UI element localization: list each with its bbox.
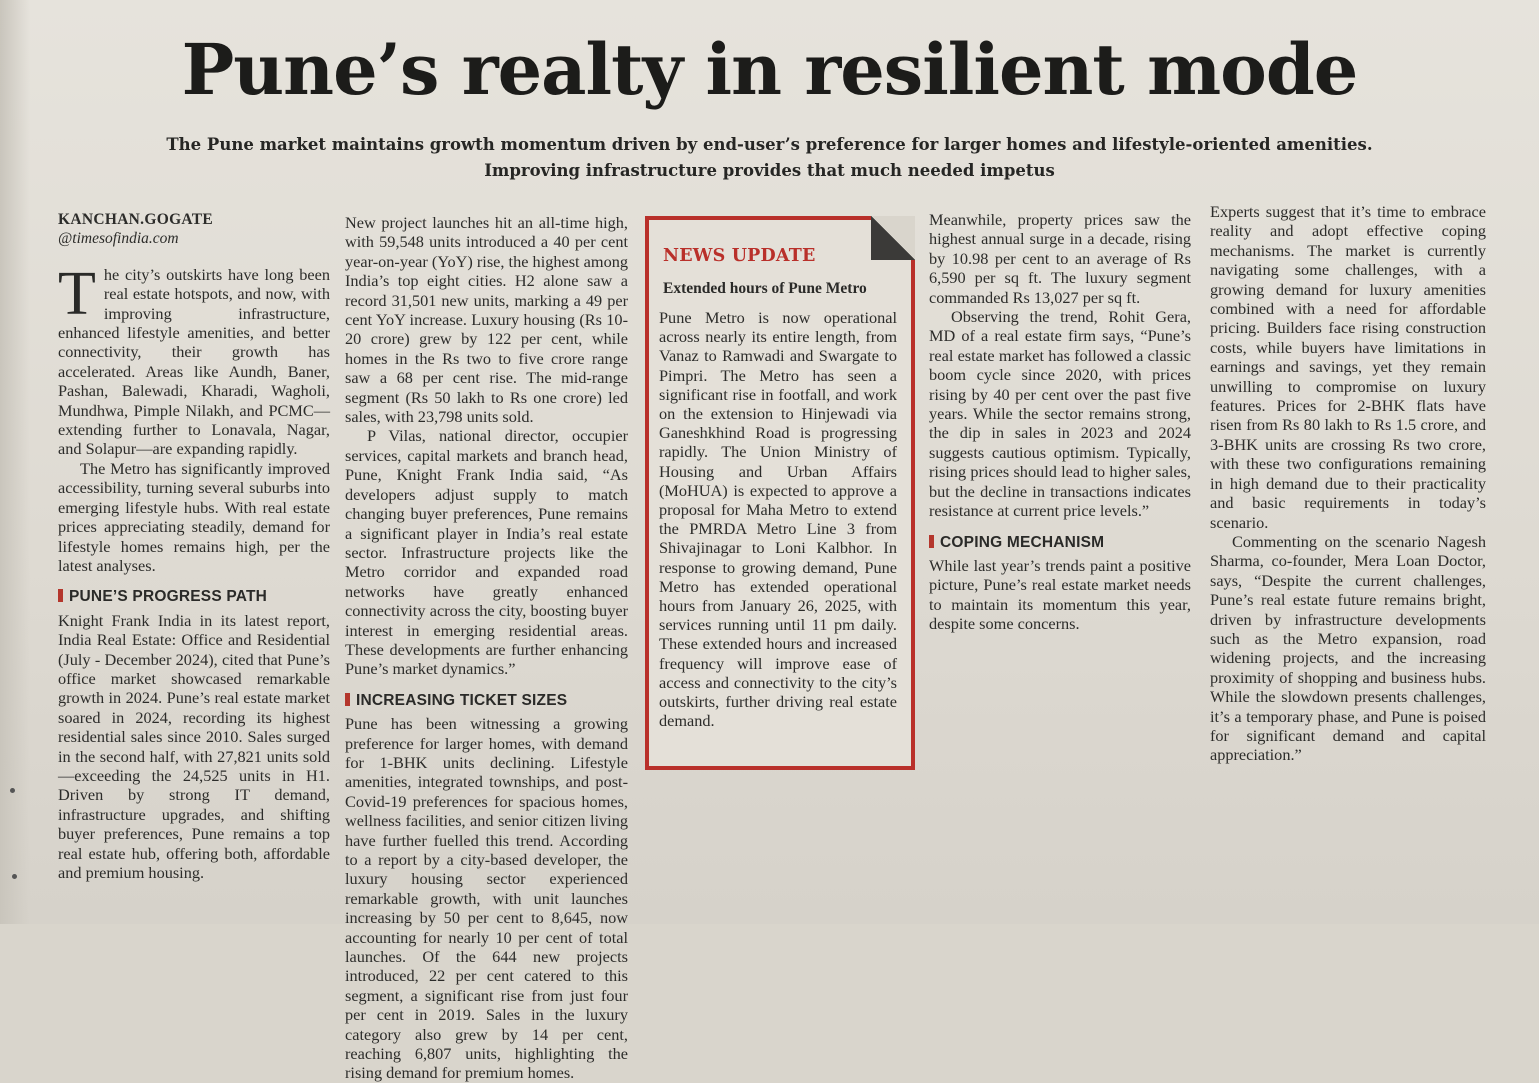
knight-frank-paragraph: Knight Frank India in its latest report, India Real Estate: Office and Residential (July - December 2024), cited that Pune’s office market showcased remarkable growth in 2024. Pune’s real estate market soared in 2024, recording its highest residential sales since 2010. Sales surged in the second half, with 27,821 units sold—exceeding the 24,525 units in H1. Driven by strong IT demand, infrastructure upgrades, and shifting buyer preferences, Pune remains a top real estate hub, offering both, affordable and premium housing. [58,610,330,882]
page-mark [12,874,17,879]
vilas-paragraph: P Vilas, national director, occupier services, capital markets and branch head, Pune, Knight Frank India said, “As developers adjust supply to match changing buyer preferences, Pune remains a significant player in India’s real estate sector. Infrastructure projects like the Metro corridor and expanded road networks have greatly enhanced connectivity across the city, boosting buyer interest in emerging residential areas. These developments are further enhancing Pune’s market dynamics.” [345,426,628,679]
launches-paragraph: New project launches hit an all-time high, with 59,548 units introduced a 40 per cent year-on-year (YoY) rise, the highest among India’s top eight cities. H2 alone saw a record 31,501 new units, marking a 49 per cent YoY increase. Luxury housing (Rs 10-20 crore) grew by 122 per cent, while homes in the Rs two to five crore range saw a 68 per cent rise. The mid-range segment (Rs 50 lakh to Rs one crore) led sales, with 23,798 units sold. [345,213,628,427]
sharma-paragraph: Commenting on the scenario Nagesh Sharma, co-founder, Mera Loan Doctor, says, “Despite the current challenges, Pune’s real estate future remains bright, driven by infrastructure developments such as the Metro expansion, road widening projects, and the increasing proximity of shopping and business hubs. While the slowdown presents challenges, it’s a temporary phase, and Pune is poised for significant demand and capital appreciation.” [1210,531,1486,765]
byline-name: KANCHAN.GOGATE [58,211,214,228]
headline: Pune’s realty in resilient mode [181,28,1358,111]
experts-paragraph: Experts suggest that it’s time to embrace reality and adopt effective coping mechanisms. The market is currently navigating some challenges, with a growing demand for luxury amenities combined with a need for affordable pricing. Builders face rising construction costs, while buyers have limitations in earnings and savings, yet they remain unwilling to compromise on luxury features. Prices for 2-BHK flats have risen from Rs 80 lakh to Rs 1.5 crore, and 3-BHK units are crossing Rs two crore, with these two configurations remaining in high demand due to their practicality and basic requirements in today’s scenario. [1210,202,1486,532]
page-mark [10,788,15,793]
drop-cap: T [58,259,96,328]
byline-email: @timesofindia.com [58,230,179,248]
subhead-progress-path-text: PUNE’S PROGRESS PATH [69,588,268,606]
intro-text: he city’s outskirts have long been real estate hotspots, and now, with improving infrastructure, enhanced lifestyle amenities, and better connectivity, their growth has accelerated. Areas like Aundh, Baner, Pashan, Balewadi, Kharadi, Wagholi, Mundhwa, Pimple Nilakh, and PCMC—extending further to Lonavala, Nagar, and Solapur—are expanding rapidly. [58,264,330,459]
subhead-coping [929,533,1191,552]
column-2 [345,213,628,1083]
subhead-ticket-sizes [345,691,628,710]
intro-paragraph [58,259,330,459]
subhead-bar-icon [58,589,63,602]
subhead-coping-text: COPING MECHANISM [940,533,1105,551]
subhead-bar-icon [345,693,350,706]
news-update-subtitle: Extended hours of Pune Metro [663,280,867,297]
subhead-progress-path [58,587,330,606]
folded-corner-icon [871,216,915,260]
deck-line-2: Improving infrastructure provides that much needed impetus [484,161,1055,180]
deck-line-1: The Pune market maintains growth momentum driven by end-user’s preference for larger homes and lifestyle-oriented amenities. [166,135,1373,154]
news-update-label: NEWS UPDATE [663,246,816,266]
subhead-bar-icon [929,535,934,548]
prices-paragraph: Meanwhile, property prices saw the highest annual surge in a decade, rising by 10.98 per cent to an average of Rs 6,590 per sq ft. The luxury segment commanded Rs 13,027 per sq ft. [929,210,1191,307]
coping-paragraph: While last year’s trends paint a positive picture, Pune’s real estate market needs to maintain its momentum this year, despite some concerns. [929,555,1191,634]
column-1 [58,208,330,882]
metro-paragraph: The Metro has significantly improved accessibility, turning several suburbs into emerging lifestyle hubs. With real estate prices appreciating steadily, demand for lifestyle homes remains high, per the latest analyses. [58,458,330,575]
news-update-text: Pune Metro is now operational across nearly its entire length, from Vanaz to Ramwadi and Swargate to Pimpri. The Metro has seen a significant rise in footfall, and work on the extension to Hinjewadi via Ganeshkhind Road is progressing rapidly. The Union Ministry of Housing and Urban Affairs (MoHUA) is expected to approve a proposal for Maha Metro to extend the PMRDA Metro Line 3 from Shivajinagar to Loni Kalbhor. In response to growing demand, Pune Metro has extended operational hours from January 26, 2025, with services running until 11 pm daily. These extended hours and increased frequency will improve ease of access and connectivity to the city’s outskirts, further driving real estate demand. [659,308,897,731]
column-5 [1210,202,1486,765]
column-4 [929,210,1191,634]
deck [0,132,1539,184]
gera-paragraph: Observing the trend, Rohit Gera, MD of a real estate firm says, “Pune’s real estate market has followed a classic boom cycle since 2020, with prices rising by 40 per cent over the past five years. While the sector remains strong, the dip in sales in 2023 and 2024 suggests cautious optimism. Typically, rising prices should lead to higher sales, but the decline in transactions indicates resistance at current price levels.” [929,307,1191,521]
subhead-ticket-sizes-text: INCREASING TICKET SIZES [356,691,568,709]
ticket-paragraph: Pune has been witnessing a growing preference for larger homes, with demand for 1-BHK units declining. Lifestyle amenities, integrated townships, and post-Covid-19 preferences for spacious homes, wellness facilities, and senior citizen living have further fuelled this trend. According to a report by a city-based developer, the luxury housing sector experienced remarkable growth, with unit launches increasing by 50 per cent to 8,645, now accounting for nearly 10 per cent of total launches. Of the 644 new projects introduced, 22 per cent catered to this segment, a significant rise from just four per cent in 2019. Sales in the luxury category also grew by 14 per cent, reaching 6,807 units, highlighting the rising demand for premium homes. [345,714,628,1083]
news-update-box [645,216,915,770]
